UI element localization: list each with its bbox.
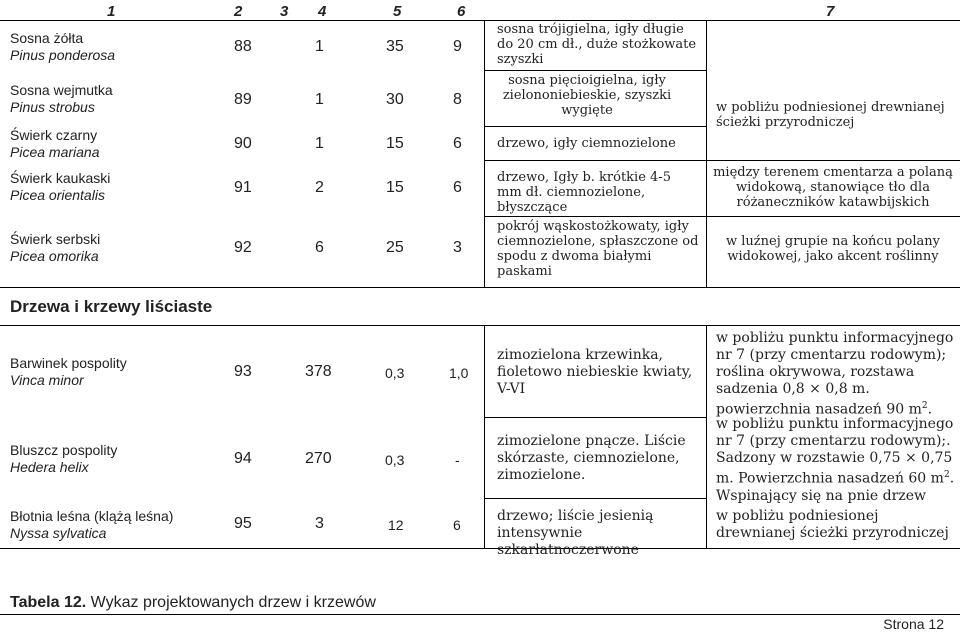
col-header-7: 7	[826, 3, 835, 20]
description: sosna pięcioigielna, igły zielononiebieskie, szyszki wygięte	[502, 73, 672, 118]
table-caption: Tabela 12. Wykaz projektowanych drzew i krzewów	[10, 594, 376, 611]
description: pokrój wąskostożkowaty, igły ciemnozielone, spłaszczone od spodu z dwoma białymi paskami	[497, 219, 699, 279]
col-header-2: 2	[234, 3, 243, 20]
diameter: 8	[453, 91, 462, 108]
rule	[484, 325, 485, 548]
rule	[484, 70, 706, 71]
quantity: 3	[315, 515, 324, 532]
height: 35	[386, 38, 404, 55]
col-header-1: 1	[107, 3, 116, 20]
tree-number: 94	[234, 450, 252, 467]
quantity: 2	[315, 179, 324, 196]
description: zimozielona krzewinka, fioletowo niebieskie kwiaty, V-VI	[497, 347, 693, 397]
species-name: Bluszcz pospolity Hedera helix	[10, 442, 118, 475]
height: 30	[386, 91, 404, 108]
page-number: Strona 12	[883, 616, 944, 632]
col-header-5: 5	[393, 3, 402, 20]
rule	[484, 126, 706, 127]
quantity: 6	[315, 239, 324, 256]
diameter: -	[455, 452, 460, 468]
quantity: 1	[315, 91, 324, 108]
description: zimozielone pnącze. Liście skórzaste, ciemnozielone, zimozielone.	[497, 433, 686, 483]
footer-rule	[0, 614, 960, 615]
section-title: Drzewa i krzewy liściaste	[10, 297, 213, 316]
location: w pobliżu punktu informacyjnego nr 7 (przy cmentarzu rodowym); roślina okrywowa, rozstawa sadzenia 0,8 × 0,8 m. powierzchnia nasadzeń 90 $m^2$.	[716, 330, 954, 418]
rule	[0, 548, 960, 549]
description: drzewo, Igły b. krótkie 4-5 mm dł. ciemnozielone, błyszczące	[497, 170, 671, 215]
tree-number: 93	[234, 363, 252, 380]
quantity: 378	[305, 363, 332, 380]
species-name: Świerk czarny Picea mariana	[10, 127, 100, 160]
species-name: Barwinek pospolity Vinca minor	[10, 355, 127, 388]
diameter: 1,0	[449, 365, 469, 381]
rule	[484, 20, 485, 287]
height: 0,3	[385, 452, 405, 468]
description: sosna trójigielna, igły długie do 20 cm dł., duże stożkowate szyszki	[497, 22, 697, 67]
quantity: 1	[315, 38, 324, 55]
tree-number: 95	[234, 515, 252, 532]
quantity: 270	[305, 450, 332, 467]
rule	[0, 287, 960, 288]
quantity: 1	[315, 135, 324, 152]
location: między terenem cmentarza a polaną widokową, stanowiące tło dla różaneczników katawbijskich	[713, 165, 953, 210]
tree-number: 88	[234, 38, 252, 55]
rule	[484, 498, 706, 499]
height: 25	[386, 239, 404, 256]
location: w pobliżu punktu informacyjnego nr 7 (przy cmentarzu rodowym);. Sadzony w rozstawie 0,75 × 0,75 m. Powierzchnia nasadzeń 60 $m^2$. Wspinający się na pnie drzew	[716, 416, 955, 504]
tree-number: 89	[234, 91, 252, 108]
rule	[484, 160, 960, 161]
rule	[484, 417, 706, 418]
height: 12	[388, 517, 404, 533]
species-name: Sosna żółta Pinus ponderosa	[10, 30, 116, 63]
species-name: Błotnia leśna (klążą leśna) Nyssa sylvatica	[10, 508, 174, 541]
species-name: Sosna wejmutka Pinus strobus	[10, 82, 113, 115]
col-header-6: 6	[457, 3, 466, 20]
location: w luźnej grupie na końcu polany widokowej, jako akcent roślinny	[726, 234, 940, 264]
diameter: 6	[453, 135, 462, 152]
height: 15	[386, 179, 404, 196]
species-name: Świerk serbski Picea omorika	[10, 231, 101, 264]
rule	[484, 216, 960, 217]
tree-number: 90	[234, 135, 252, 152]
tree-number: 91	[234, 179, 252, 196]
height: 0,3	[385, 365, 405, 381]
description: drzewo, igły ciemnozielone	[497, 136, 676, 151]
diameter: 6	[453, 517, 461, 533]
col-header-3: 3	[280, 3, 289, 20]
rule	[0, 20, 960, 21]
location: w pobliżu podniesionej drewnianej ścieżki przyrodniczej	[716, 508, 949, 541]
col-header-4: 4	[318, 3, 327, 20]
description: drzewo; liście jesienią intensywnie szkarłatnoczerwone	[497, 508, 654, 558]
species-name: Świerk kaukaski Picea orientalis	[10, 170, 111, 203]
rule	[706, 20, 707, 287]
tree-number: 92	[234, 239, 252, 256]
diameter: 3	[453, 239, 462, 256]
location: w pobliżu podniesionej drewnianej ścieżki przyrodniczej	[716, 100, 945, 130]
rule	[0, 325, 960, 326]
diameter: 9	[453, 38, 462, 55]
height: 15	[386, 135, 404, 152]
diameter: 6	[453, 179, 462, 196]
